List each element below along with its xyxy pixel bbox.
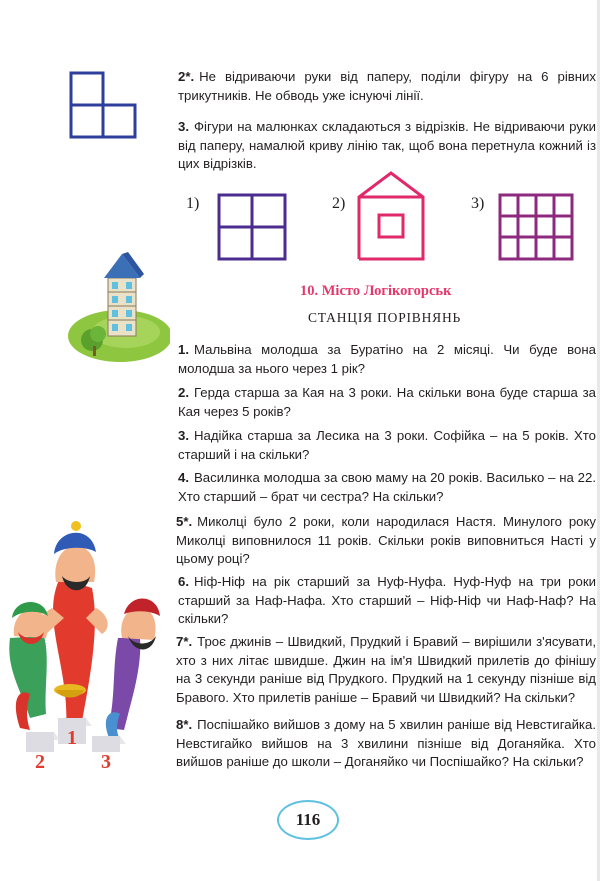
podium-label-2: 2 [35,751,45,773]
problem-5-star [176,513,596,569]
problem-text: Василинка молодша за свою маму на 20 років. Василько – на 22. Хто старший – брат чи сестра? На скільки? [178,470,596,504]
problem-text: Герда старша за Кая на 3 роки. На скільки вона буде старша за Кая через 5 років? [178,385,596,419]
task-2-star [178,68,596,105]
problem-6 [178,573,596,629]
figure-label-2: 2) [332,195,346,212]
figure-label-1: 1) [186,195,200,212]
grid-3x4-figure [497,192,575,262]
grid-2x2-figure [216,192,288,262]
page-number: 116 [277,800,339,840]
problem-number: 2. [178,385,189,400]
house-figure [356,170,426,262]
problem-number: 7*. [176,634,193,649]
problem-4 [178,469,596,506]
problem-3 [178,427,596,464]
section-subtitle: СТАНЦІЯ ПОРІВНЯНЬ [308,310,462,325]
task-text: Фігури на малюнках складаються з відрізків. Не відриваючи руки від паперу, намалюй криву лінію так, щоб вона перетнула кожний із цих відрізків. [178,119,596,171]
problem-text: Троє джинів – Швидкий, Прудкий і Бравий – вирішили з'ясувати, хто з них літає швидше. Джин на ім'я Швидкий прилетів до фінішу на 3 секунди раніше від Прудкого. Прудкий на 1 секунду пізніше від Бравого. Хто прилетів раніше – Бравий чи Швидкий? На скільки? [176,634,596,705]
genies-illustration [0,518,178,780]
problem-text: Поспішайко вийшов з дому на 5 хвилин раніше від Невстигайка. Невстигайко вийшов на 3 хвилини пізніше від Доганяйка. Хто вийшов раніше до школи – Доганяйко чи Поспішайко? На скільки? [176,717,596,769]
problem-8-star [176,716,596,772]
problem-text: Миколці було 2 роки, коли народилася Настя. Минулого року Миколці виповнилося 11 років. Скільки років виповниться Насті у цьому році? [176,514,596,566]
problem-1 [178,341,596,378]
problem-text: Ніф-Ніф на рік старший за Нуф-Нуфа. Нуф-Нуф на три роки старший за Наф-Нафа. Хто старший – Ніф-Ніф чи Наф-Наф? На скільки? [178,574,596,626]
problem-number: 5*. [176,514,193,529]
podium-label-1: 1 [67,727,77,749]
task-number: 3. [178,119,189,134]
problem-number: 1. [178,342,189,357]
task-text: Не відриваючи руки від паперу, поділи фігуру на 6 рівних трикутників. Не обводь уже існуючі лінії. [178,69,596,103]
problem-number: 8*. [176,717,193,732]
figure-label-3: 3) [471,195,485,212]
problem-number: 6. [178,574,189,589]
problem-number: 3. [178,428,189,443]
problem-number: 4. [178,470,189,485]
problem-text: Надійка старша за Лесика на 3 роки. Софійка – на 5 років. Хто старший і на скільки? [178,428,596,462]
problem-7-star [176,633,596,707]
problem-text: Мальвіна молодша за Буратіно на 2 місяці. Чи буде вона молодша за нього через 1 рік? [178,342,596,376]
section-title: 10. Місто Логікогорськ [300,283,452,299]
task-3 [178,118,596,174]
l-shape-figure [68,70,140,142]
problem-2 [178,384,596,421]
tower-illustration [60,248,170,363]
task-number: 2*. [178,69,195,84]
podium-label-3: 3 [101,751,111,773]
